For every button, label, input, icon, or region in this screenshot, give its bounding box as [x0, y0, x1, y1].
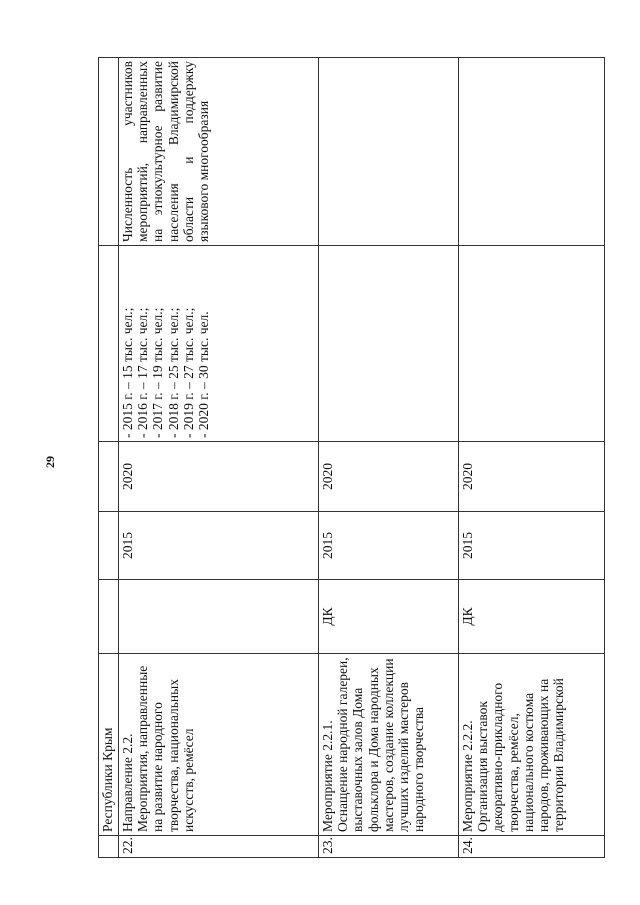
- program-table: [98, 57, 605, 858]
- row-indicator: [319, 58, 459, 246]
- row-end-year: 2020: [119, 442, 319, 512]
- row-number: 24.: [459, 836, 605, 858]
- row-indicator: [459, 58, 605, 246]
- row-number: 23.: [319, 836, 459, 858]
- table-row: [459, 58, 605, 858]
- value-item: - 2019 г. – 27 тыс. чел.;: [180, 307, 196, 438]
- row-values: [319, 246, 459, 442]
- row-start-year: 2015: [319, 512, 459, 580]
- value-item: - 2017 г. – 19 тыс. чел.;: [150, 307, 166, 438]
- value-item: - 2015 г. – 15 тыс. чел.;: [120, 307, 135, 438]
- cell-region-continuation: Республики Крым: [99, 654, 119, 836]
- row-executor: ДК: [319, 580, 459, 654]
- table-row: [119, 58, 319, 858]
- rotated-table-area: [98, 58, 608, 858]
- table-row-header-continuation: [99, 58, 119, 858]
- row-start-year: 2015: [459, 512, 605, 580]
- row-values: [459, 246, 605, 442]
- row-executor: ДК: [459, 580, 605, 654]
- row-indicator: Численность участников мероприятий, направленных на этнокультурное развитие населения Владимирской области и поддержку языкового многообразия: [119, 58, 319, 246]
- value-item: - 2018 г. – 25 тыс. чел.;: [165, 307, 181, 438]
- row-values: [119, 246, 319, 442]
- row-number: 22.: [119, 836, 319, 858]
- row-end-year: 2020: [319, 442, 459, 512]
- row-end-year: 2020: [459, 442, 605, 512]
- value-item: - 2016 г. – 17 тыс. чел.;: [135, 307, 151, 438]
- row-executor: [119, 580, 319, 654]
- table-row: [319, 58, 459, 858]
- row-title: Мероприятие 2.2.1. Оснащение народной галереи, выставочных залов Дома фольклора и Дома народных мастеров, создание коллекции лучших изделий мастеров народного творчества: [319, 654, 459, 836]
- value-item: - 2020 г. – 30 тыс. чел.: [196, 311, 212, 438]
- row-title: Направление 2.2. Мероприятия, направленные на развитие народного творчества, национальных искусств, ремёсел: [119, 654, 319, 836]
- page-number: 29: [43, 456, 57, 468]
- cell-empty: [99, 836, 119, 858]
- row-start-year: 2015: [119, 512, 319, 580]
- rotated-content: [98, 58, 608, 858]
- row-title: Мероприятие 2.2.2. Организация выставок декоративно-прикладного творчества, ремёсел, национального костюма народов, проживающих на территории Владимирской: [459, 654, 605, 836]
